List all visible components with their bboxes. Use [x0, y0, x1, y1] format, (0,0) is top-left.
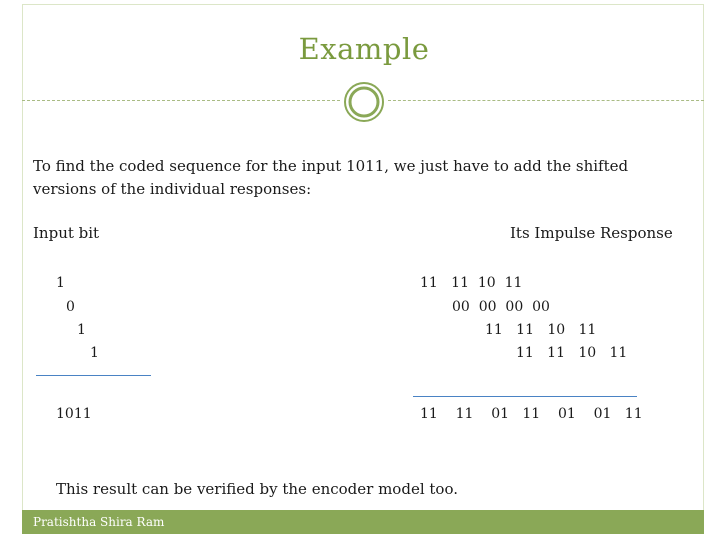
title-divider-circle-icon	[342, 80, 386, 124]
slide-title: Example	[298, 32, 430, 66]
input-bit-row-3: 1	[77, 322, 86, 338]
result-input: 1011	[56, 406, 92, 422]
input-bit-header: Input bit	[33, 224, 100, 242]
response-row-3: 11 11 10 11	[485, 322, 597, 338]
input-bit-row-1: 1	[56, 275, 65, 291]
response-row-4: 11 11 10 11	[516, 345, 628, 361]
impulse-response-header: Its Impulse Response	[510, 224, 673, 242]
result-output: 11 11 01 11 01 01 11	[420, 406, 643, 422]
response-row-2: 00 00 00 00	[452, 299, 550, 315]
conclusion-text: This result can be verified by the encoder model too.	[56, 480, 458, 498]
response-sum-rule	[413, 396, 637, 397]
input-bit-row-4: 1	[90, 345, 99, 361]
footer-author: Pratishtha Shira Ram	[33, 515, 165, 529]
intro-text-line-2: versions of the individual responses:	[33, 180, 312, 198]
intro-text-line-1: To find the coded sequence for the input 1011, we just have to add the shifted	[33, 157, 629, 175]
input-sum-rule	[36, 375, 151, 376]
title-divider-right	[388, 100, 704, 101]
title-divider-left	[22, 100, 340, 101]
input-bit-row-2: 0	[66, 299, 75, 315]
response-row-1: 11 11 10 11	[420, 275, 523, 291]
